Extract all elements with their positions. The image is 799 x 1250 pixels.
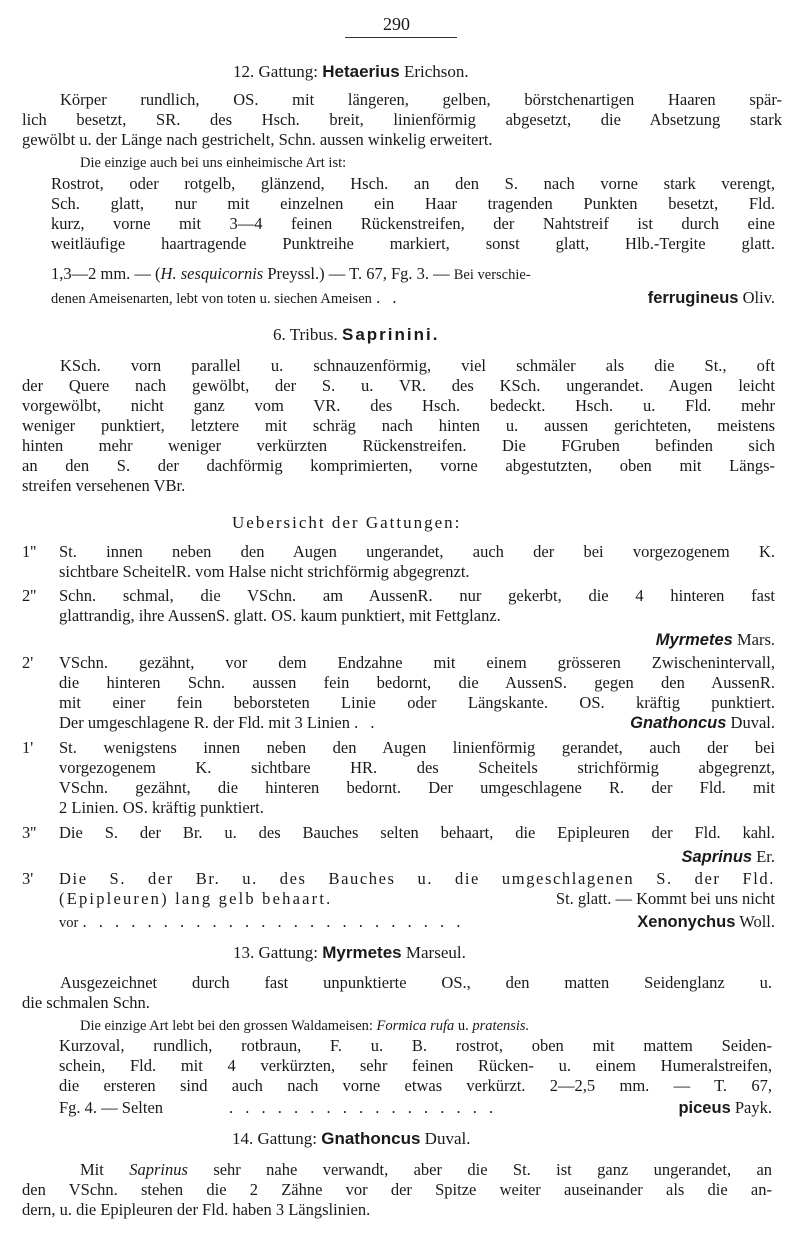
tribe-description-line: weniger punktiert, letztere mit schräg nach hinten u. aussen gerichteten, meistens — [22, 416, 775, 435]
genus-author: Marseul. — [405, 943, 466, 962]
habitat-note: denen Ameisenarten, lebt von toten u. siechen Ameisen — [51, 291, 372, 307]
note-text: u. — [457, 1018, 469, 1034]
key-genus-name: Myrmetes — [655, 631, 733, 649]
key-line: mit einer fein beborsteten Linie oder Längskante. OS. kräftig punktiert. — [59, 693, 775, 712]
key-couplet-number: 1' — [22, 738, 34, 757]
genus-heading-hetaerius — [233, 62, 469, 82]
key-text: Der umgeschlagene R. der Fld. mit 3 Linien — [59, 713, 350, 732]
genus-description-line: Körper rundlich, OS. mit längeren, gelben, börstchenartigen Haaren spär- — [60, 90, 782, 109]
species-name-block — [648, 288, 775, 308]
key-couplet-number: 3'' — [22, 823, 37, 842]
key-line: vorgezogenem K. sichtbare HR. des Scheitels strichförmig abgegrenzt, — [59, 758, 775, 777]
species-description-line: weitläufige haartragende Punktreihe markiert, sonst glatt, Hlb.-Tergite glatt. — [51, 234, 775, 253]
key-line: 2 Linien. OS. kräftig punktiert. — [59, 798, 264, 817]
genus-heading-prefix: 14. Gattung: — [232, 1129, 317, 1148]
genus-name: Myrmetes — [322, 943, 402, 962]
host-species: pratensis. — [472, 1018, 530, 1034]
description-text: Mit — [80, 1160, 104, 1179]
species-name-line — [51, 288, 775, 309]
key-line: VSchn. gezähnt, vor dem Endzahne mit einem grösseren Zwischenintervall, — [59, 653, 775, 672]
key-line: die hinteren Schn. aussen fein bedornt, die AussenS. gegen den AussenR. — [59, 673, 775, 692]
measurement-text: 1,3—2 mm. — ( — [51, 264, 161, 283]
key-title: Uebersicht der Gattungen: — [232, 513, 462, 532]
species-text: Fg. 4. — Selten — [59, 1098, 164, 1117]
species-description-line: schein, Fld. mit 4 verkürzten, sehr feinen Rücken- u. einem Humeralstreifen, — [59, 1056, 772, 1075]
species-measurement-line — [51, 264, 531, 285]
species-author: Oliv. — [742, 288, 775, 307]
key-genus-result — [681, 847, 775, 867]
key-genus-result — [630, 713, 775, 733]
key-genus-name: Xenonychus — [637, 913, 736, 931]
key-line: VSchn. gezähnt, die hinteren bedornt. Der umgeschlagene R. der Fld. mit — [59, 778, 775, 797]
genus-description-line — [80, 1160, 772, 1180]
tribe-name: Saprinini. — [341, 325, 440, 344]
species-author: Payk. — [734, 1098, 772, 1117]
species-note — [80, 1016, 529, 1036]
key-couplet-number: 2' — [22, 653, 34, 672]
species-description-line: Rostrot, oder rotgelb, glänzend, Hsch. an den S. nach vorne stark verengt, — [51, 174, 775, 193]
genus-heading-gnathoncus — [232, 1129, 470, 1149]
genus-author: Duval. — [424, 1129, 471, 1148]
leader-dots: . . — [354, 713, 379, 732]
genus-description-line: Ausgezeichnet durch fast unpunktierte OS., den matten Seidenglanz u. — [60, 973, 772, 992]
key-couplet-number: 3' — [22, 869, 34, 888]
page-number: 290 — [383, 14, 410, 34]
species-name-block — [674, 1098, 772, 1118]
genus-name: Hetaerius — [322, 62, 400, 81]
leader-dots: . . . . . . . . . . . . . . . . . — [229, 1098, 498, 1117]
key-genus-author: Er. — [756, 847, 775, 866]
species-note: Die einzige auch bei uns einheimische Art ist: — [80, 155, 347, 171]
key-genus-author: Mars. — [736, 630, 775, 649]
description-text: sehr nahe verwandt, aber die St. ist ganz ungerandet, an — [213, 1160, 773, 1179]
species-name: ferrugineus — [647, 289, 739, 307]
related-genus: Saprinus — [129, 1160, 188, 1179]
genus-heading-myrmetes — [233, 943, 466, 963]
tribe-description-line: KSch. vorn parallel u. schnauzenförmig, viel schmäler als die St., oft — [60, 356, 775, 375]
key-genus-result — [633, 912, 775, 932]
key-line: glattrandig, ihre AussenS. glatt. OS. kaum punktiert, mit Fettglanz. — [59, 606, 501, 625]
genus-heading-prefix: 12. Gattung: — [233, 62, 318, 81]
key-couplet-number: 2'' — [22, 586, 37, 605]
host-species: Formica rufa — [376, 1018, 455, 1034]
species-name-line — [59, 1098, 772, 1118]
species-description-line: kurz, vorne mit 3—4 feinen Rückenstreifen, der Nahtstreif ist durch eine — [51, 214, 775, 233]
key-line: sichtbare ScheitelR. vom Halse nicht strichförmig abgegrenzt. — [59, 562, 470, 581]
key-line: Die S. der Br. u. des Bauches selten behaart, die Epipleuren der Fld. kahl. — [59, 823, 775, 842]
habitat-note-start: Bei verschie- — [453, 267, 531, 283]
tribe-description-line: vorgewölbt, nicht ganz vom VR. des Hsch. bedeckt. Hsch. u. Fld. mehr — [22, 396, 775, 415]
key-line-with-result — [59, 713, 775, 733]
key-text: vor — [59, 915, 79, 931]
tribe-description-line: der Quere nach gewölbt, der S. u. VR. des KSch. ungerandet. Augen leicht — [22, 376, 775, 395]
leader-dots: . . — [376, 288, 401, 307]
key-line-with-result — [59, 912, 775, 933]
tribe-description-line: hinten mehr weniger verkürzten Rückenstreifen. Die FGruben befinden sich — [22, 436, 775, 455]
genus-author: Erichson. — [403, 62, 469, 81]
genus-name: Gnathoncus — [321, 1129, 421, 1148]
note-text: Die einzige Art lebt bei den grossen Waldameisen: — [80, 1018, 373, 1034]
genus-heading-prefix: 13. Gattung: — [233, 943, 318, 962]
genus-description-line: den VSchn. stehen die 2 Zähne vor der Spitze weiter auseinander als die an- — [22, 1180, 772, 1199]
genus-description-line: die schmalen Schn. — [22, 993, 150, 1012]
key-genus-result — [656, 630, 775, 650]
key-genus-author: Woll. — [739, 912, 775, 931]
key-genus-name: Saprinus — [681, 848, 753, 866]
tribe-heading-prefix: 6. Tribus. — [273, 325, 338, 344]
key-genus-author: Duval. — [730, 713, 775, 732]
tribe-description-line: streifen versehenen VBr. — [22, 476, 186, 495]
species-description-line: Kurzoval, rundlich, rotbraun, F. u. B. rostrot, oben mit mattem Seiden- — [59, 1036, 772, 1055]
key-text-spaced: (Epipleuren) lang gelb behaart. — [59, 889, 333, 908]
key-line: St. innen neben den Augen ungerandet, auch der bei vorgezogenem K. — [59, 542, 775, 561]
tribe-heading — [273, 325, 439, 345]
key-line — [59, 889, 775, 909]
species-description-line: die ersteren sind auch nach vorne etwas verkürzt. 2—2,5 mm. — T. 67, — [59, 1076, 772, 1095]
key-couplet-number: 1'' — [22, 542, 37, 561]
genus-description-line: lich besetzt, SR. des Hsch. breit, linienförmig abgesetzt, die Absetzung stark — [22, 110, 782, 129]
key-line: St. wenigstens innen neben den Augen linienförmig gerandet, auch der bei — [59, 738, 775, 757]
genus-description-line: gewölbt u. der Länge nach gestrichelt, Schn. aussen winkelig erweitert. — [22, 130, 493, 149]
species-description-line: Sch. glatt, nur mit einzelnen ein Haar tragenden Punkten besetzt, Fld. — [51, 194, 775, 213]
synonym-name: H. sesquicornis — [160, 264, 264, 283]
key-genus-name: Gnathoncus — [630, 714, 727, 732]
tribe-description-line: an den S. der dachförmig komprimierten, vorne abgestutzten, oben mit Längs- — [22, 456, 775, 475]
key-line: Die S. der Br. u. des Bauches u. die umgeschlagenen S. der Fld. — [59, 869, 775, 888]
key-line: Schn. schmal, die VSchn. am AussenR. nur gekerbt, die 4 hinteren fast — [59, 586, 775, 605]
genus-description-line: dern, u. die Epipleuren der Fld. haben 3 Längslinien. — [22, 1200, 371, 1219]
header-rule — [345, 37, 457, 38]
leader-dots: . . . . . . . . . . . . . . . . . . . . . . . . — [82, 912, 465, 931]
species-name: piceus — [678, 1099, 731, 1117]
key-text: St. glatt. — Kommt bei uns nicht — [555, 889, 775, 908]
figure-reference: Preyssl.) — T. 67, Fg. 3. — — [263, 264, 450, 283]
